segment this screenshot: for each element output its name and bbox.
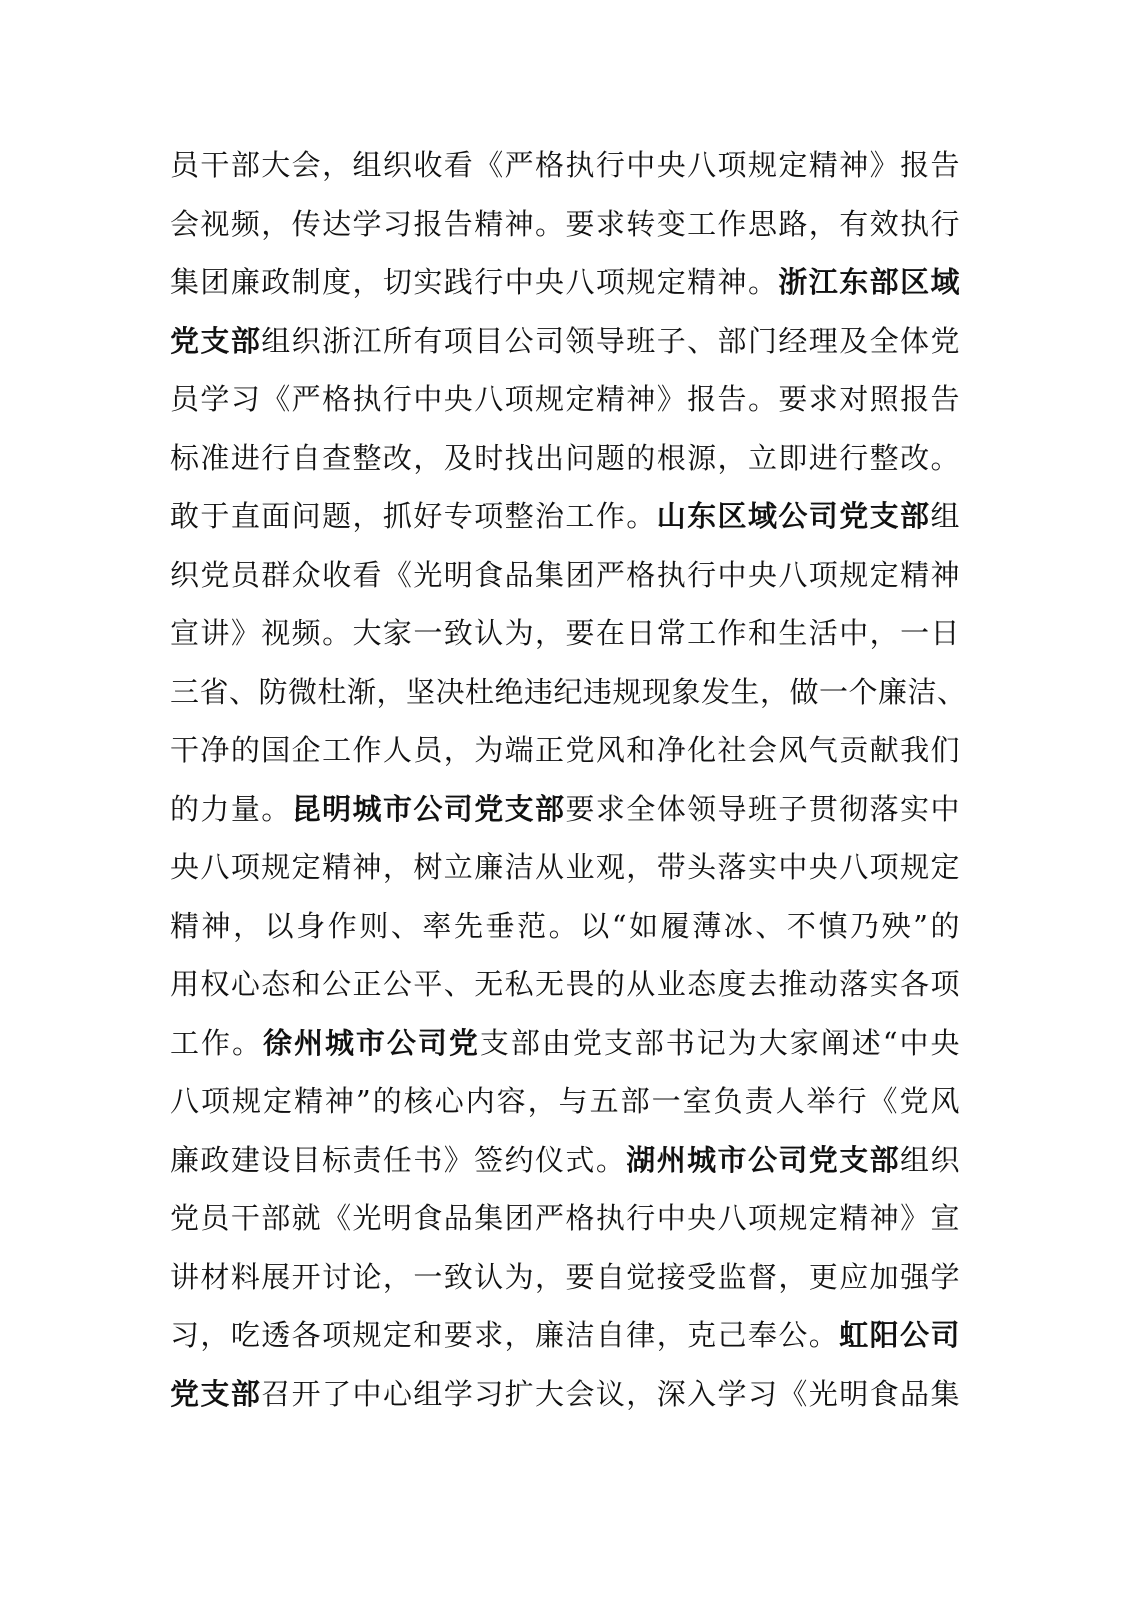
text-line: [170, 370, 960, 429]
text-segment: 八项规定精神”的核心内容，与五部一室负责人举行《党风: [170, 1084, 960, 1118]
text-segment: 织党员群众收看《光明食品集团严格执行中央八项规定精神: [170, 557, 960, 592]
text-segment: 三省、防微杜渐，坚决杜绝违纪违规现象发生，做一个廉洁、: [170, 674, 967, 709]
text-line: [170, 1189, 960, 1248]
text-segment: 召开了中心组学习扩大会议，深入学习《光明食品集: [261, 1376, 960, 1411]
text-segment: 会视频，传达学习报告精神。要求转变工作思路，有效执行: [170, 206, 960, 241]
text-segment: 工作。: [170, 1025, 263, 1060]
text-segment: 讲材料展开讨论，一致认为，要自觉接受监督，更应加强学: [170, 1259, 960, 1294]
text-segment: 廉政建设目标责任书》签约仪式。: [170, 1142, 627, 1177]
bold-text-segment: 湖州城市公司党支部: [626, 1142, 901, 1177]
text-segment: 组织: [900, 1142, 960, 1177]
text-segment: 组: [930, 499, 960, 533]
text-segment: 员学习《严格执行中央八项规定精神》报告。要求对照报告: [170, 382, 960, 416]
text-line: [170, 312, 960, 371]
text-line: [170, 721, 960, 780]
text-segment: 支部由党支部书记为大家阐述“中央: [479, 1025, 960, 1060]
text-line: [170, 1365, 960, 1424]
bold-text-segment: 山东区域公司党支部: [656, 499, 931, 533]
text-segment: 精神，以身作则、率先垂范。以“如履薄冰、不慎乃殃”的: [170, 908, 960, 943]
text-line: [170, 1131, 960, 1190]
text-line: [170, 136, 960, 195]
text-segment: 要求全体领导班子贯彻落实中: [565, 791, 960, 826]
bold-text-segment: 党支部: [170, 1376, 262, 1411]
text-line: [170, 487, 960, 546]
text-segment: 集团廉政制度，切实践行中央八项规定精神。: [170, 265, 779, 299]
text-segment: 员干部大会，组织收看《严格执行中央八项规定精神》报告: [170, 148, 960, 182]
text-line: [170, 1014, 960, 1073]
text-segment: 党员干部就《光明食品集团严格执行中央八项规定精神》宣: [170, 1201, 960, 1235]
text-line: [170, 604, 960, 663]
text-segment: 干净的国企工作人员，为端正党风和净化社会风气贡献我们: [170, 733, 960, 767]
text-segment: 敢于直面问题，抓好专项整治工作。: [170, 499, 657, 533]
bold-text-segment: 浙江东部区域: [778, 265, 960, 299]
text-segment: 习，吃透各项规定和要求，廉洁自律，克己奉公。: [170, 1318, 840, 1352]
text-line: [170, 546, 960, 605]
body-text: [170, 136, 967, 1423]
text-line: [170, 955, 960, 1014]
text-segment: 用权心态和公正公平、无私无畏的从业态度去推动落实各项: [170, 967, 960, 1001]
bold-text-segment: 虹阳公司: [839, 1318, 960, 1352]
text-line: [170, 1072, 960, 1131]
text-line: [170, 429, 960, 488]
text-segment: 组织浙江所有项目公司领导班子、部门经理及全体党: [261, 323, 960, 358]
text-segment: 央八项规定精神，树立廉洁从业观，带头落实中央八项规定: [170, 850, 960, 884]
text-line: [170, 897, 960, 956]
text-segment: 宣讲》视频。大家一致认为，要在日常工作和生活中，一日: [170, 616, 960, 650]
text-line: [170, 838, 960, 897]
text-line: [170, 253, 960, 312]
text-line: [170, 195, 960, 254]
bold-text-segment: 徐州城市公司党: [262, 1025, 480, 1060]
text-segment: 标准进行自查整改，及时找出问题的根源，立即进行整改。: [170, 440, 960, 475]
bold-text-segment: 昆明城市公司党支部: [291, 791, 566, 826]
text-line: [170, 780, 960, 839]
text-line: [170, 663, 967, 722]
text-line: [170, 1306, 960, 1365]
text-line: [170, 1248, 960, 1307]
text-segment: 的力量。: [170, 791, 292, 826]
bold-text-segment: 党支部: [170, 323, 262, 358]
